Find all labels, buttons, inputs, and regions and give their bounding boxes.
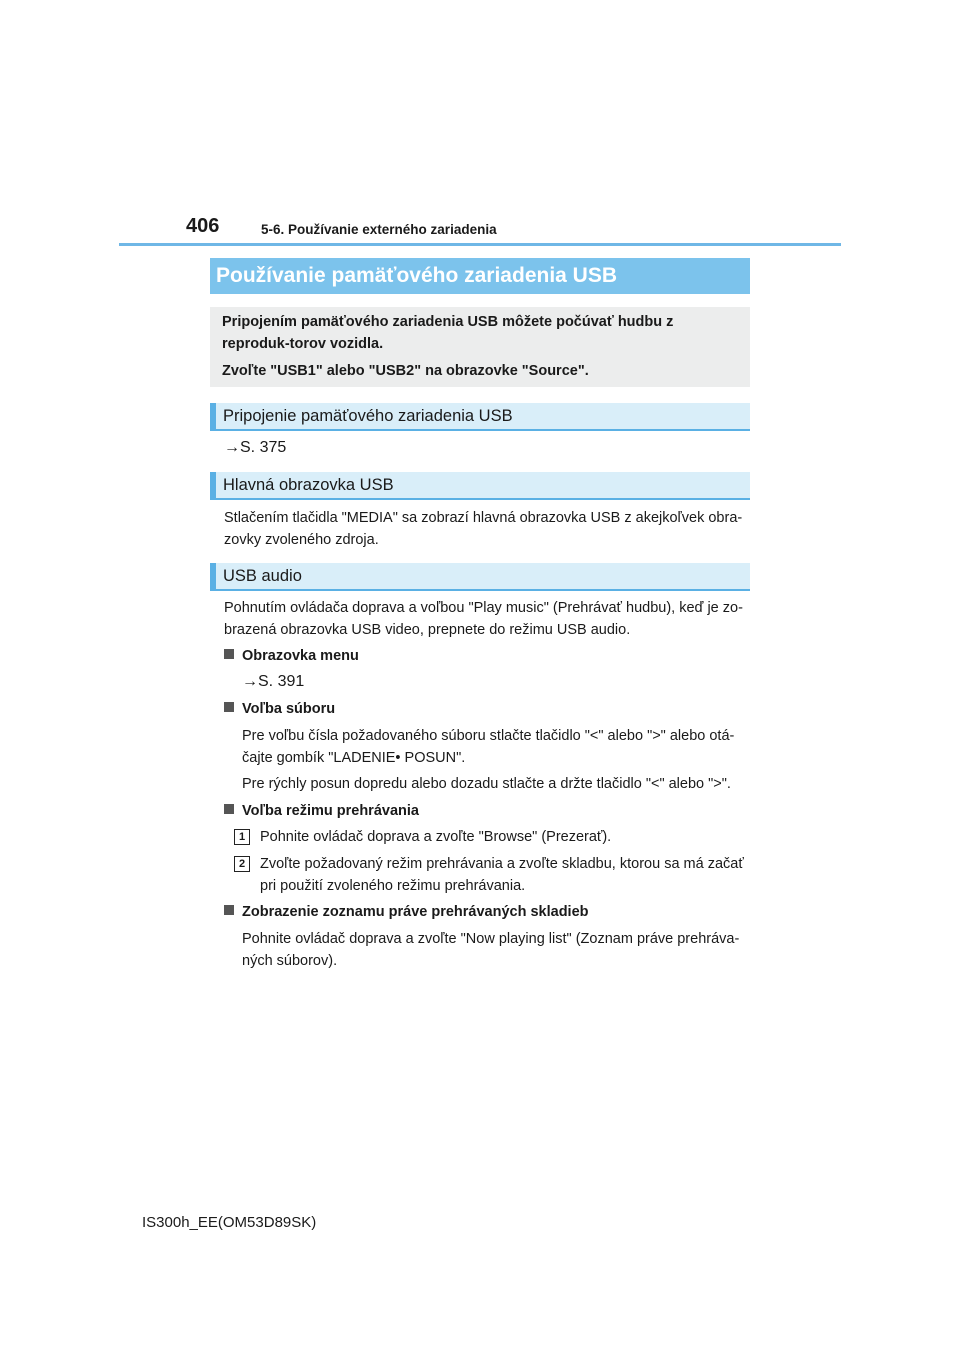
file-select-text-1: Pre voľbu čísla požadovaného súboru stlačte tlačidlo "<" alebo ">" alebo otá-čajte gombík "LADENIE• POSUN".: [242, 728, 735, 766]
file-select-text-2: Pre rýchly posun dopredu alebo dozadu stlačte a držte tlačidlo "<" alebo ">".: [242, 776, 731, 792]
square-bullet-icon: [224, 702, 234, 712]
page-number: 406: [186, 215, 220, 237]
section-connect-title: Pripojenie pamäťového zariadenia USB: [210, 403, 750, 431]
footer-model-code: IS300h_EE(OM53D89SK): [142, 1214, 317, 1231]
subheading-now-playing-label: Zobrazenie zoznamu práve prehrávaných skladieb: [242, 904, 589, 920]
subheading-menu-label: Obrazovka menu: [242, 648, 359, 664]
menu-page-ref[interactable]: →S. 391: [242, 673, 305, 690]
intro-line-2: Zvoľte "USB1" alebo "USB2" na obrazovke "Source".: [222, 363, 589, 379]
intro-box: [210, 307, 750, 387]
usb-audio-text: Pohnutím ovládača doprava a voľbou "Play music" (Prehrávať hudbu), keď je zo-brazená obrazovka USB video, prepnete do režimu USB audio.: [224, 600, 743, 638]
subheading-play-mode-label: Voľba režimu prehrávania: [242, 803, 419, 819]
subheading-file-select: [224, 698, 335, 720]
step-number-badge: 1: [234, 829, 250, 845]
intro-line-1: Pripojením pamäťového zariadenia USB môžete počúvať hudbu z reproduk-torov vozidla.: [222, 314, 674, 352]
subheading-menu: [224, 645, 359, 667]
step-2: [234, 853, 750, 897]
main-title: Používanie pamäťového zariadenia USB: [210, 258, 750, 294]
now-playing-text: Pohnite ovládač doprava a zvoľte "Now playing list" (Zoznam práve prehráva-ných súborov).: [242, 931, 740, 969]
square-bullet-icon: [224, 649, 234, 659]
section-main-screen-title: Hlavná obrazovka USB: [210, 472, 750, 500]
square-bullet-icon: [224, 905, 234, 915]
subheading-play-mode: [224, 800, 419, 822]
section-usb-audio-title: USB audio: [210, 563, 750, 591]
step-1: [234, 826, 750, 848]
step-text: Zvoľte požadovaný režim prehrávania a zvoľte skladbu, ktorou sa má začať pri použití zvoleného režimu prehrávania.: [260, 856, 744, 894]
square-bullet-icon: [224, 804, 234, 814]
connect-page-ref[interactable]: →S. 375: [224, 439, 287, 456]
subheading-now-playing: [224, 901, 589, 923]
chapter-title: 5-6. Používanie externého zariadenia: [261, 222, 497, 237]
step-number-badge: 2: [234, 856, 250, 872]
main-screen-text: Stlačením tlačidla "MEDIA" sa zobrazí hlavná obrazovka USB z akejkoľvek obra-zovky zvoleného zdroja.: [224, 510, 743, 548]
subheading-file-select-label: Voľba súboru: [242, 701, 336, 717]
step-text: Pohnite ovládač doprava a zvoľte "Browse" (Prezerať).: [260, 829, 612, 845]
header-rule: [119, 243, 841, 246]
